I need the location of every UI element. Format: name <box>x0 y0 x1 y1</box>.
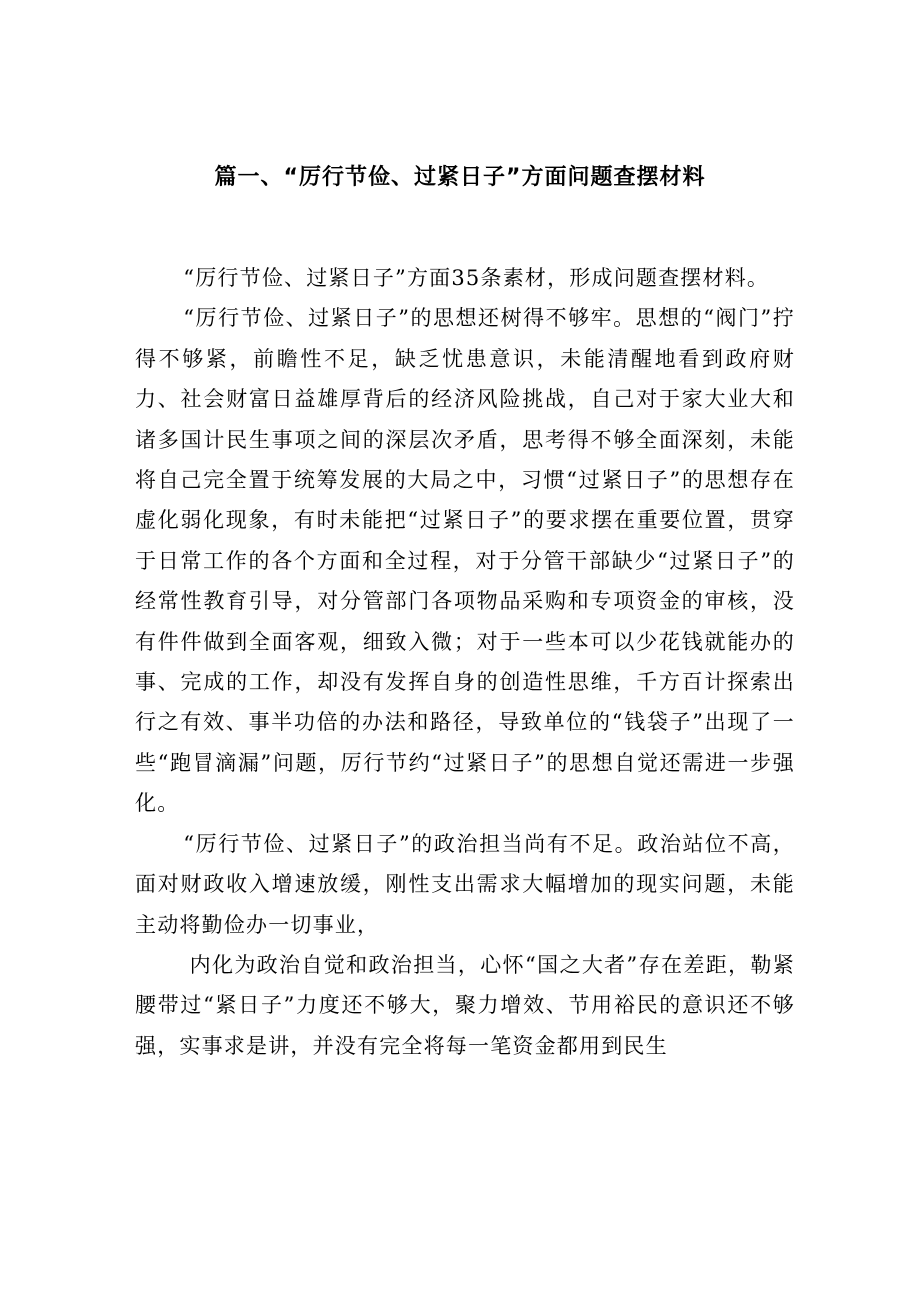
document-title: 篇一、“厉行节俭、过紧日子”方面问题查摆材料 <box>214 165 706 190</box>
paragraph-internalization: 内化为政治自觉和政治担当，心怀“国之大者”存在差距，勒紧腰带过“紧日子”力度还不够大，聚力增效、节用裕民的意识还不够强，实事求是讲，并没有完全将每一笔资金都用到民生 <box>135 952 795 1058</box>
paragraph-intro: “厉行节俭、过紧日子”方面35条素材，形成问题查摆材料。 <box>183 266 770 290</box>
document-body <box>135 258 795 1066</box>
paragraph-thinking: “厉行节俭、过紧日子”的思想还树得不够牢。思想的“阀门”拧得不够紧，前瞻性不足，缺乏忧患意识，未能清醒地看到政府财力、社会财富日益雄厚背后的经济风险挑战，自己对于家大业大和诸多国计民生事项之间的深层次矛盾，思考得不够全面深刻，未能将自己完全置于统筹发展的大局之中，习惯“过紧日子”的思想存在虚化弱化现象，有时未能把“过紧日子”的要求摆在重要位置，贯穿于日常工作的各个方面和全过程，对于分管干部缺少“过紧日子”的经常性教育引导，对分管部门各项物品采购和专项资金的审核，没有件件做到全面客观，细致入微；对于一些本可以少花钱就能办的事、完成的工作，却没有发挥自身的创造性思维，千方百计探索出行之有效、事半功倍的办法和路径，导致单位的“钱袋子”出现了一些“跑冒滴漏”问题，厉行节约“过紧日子”的思想自觉还需进一步强化。 <box>135 306 795 816</box>
paragraph-political-responsibility: “厉行节俭、过紧日子”的政治担当尚有不足。政治站位不高，面对财政收入增速放缓，刚性支出需求大幅增加的现实问题，未能主动将勤俭办一切事业， <box>135 831 795 937</box>
